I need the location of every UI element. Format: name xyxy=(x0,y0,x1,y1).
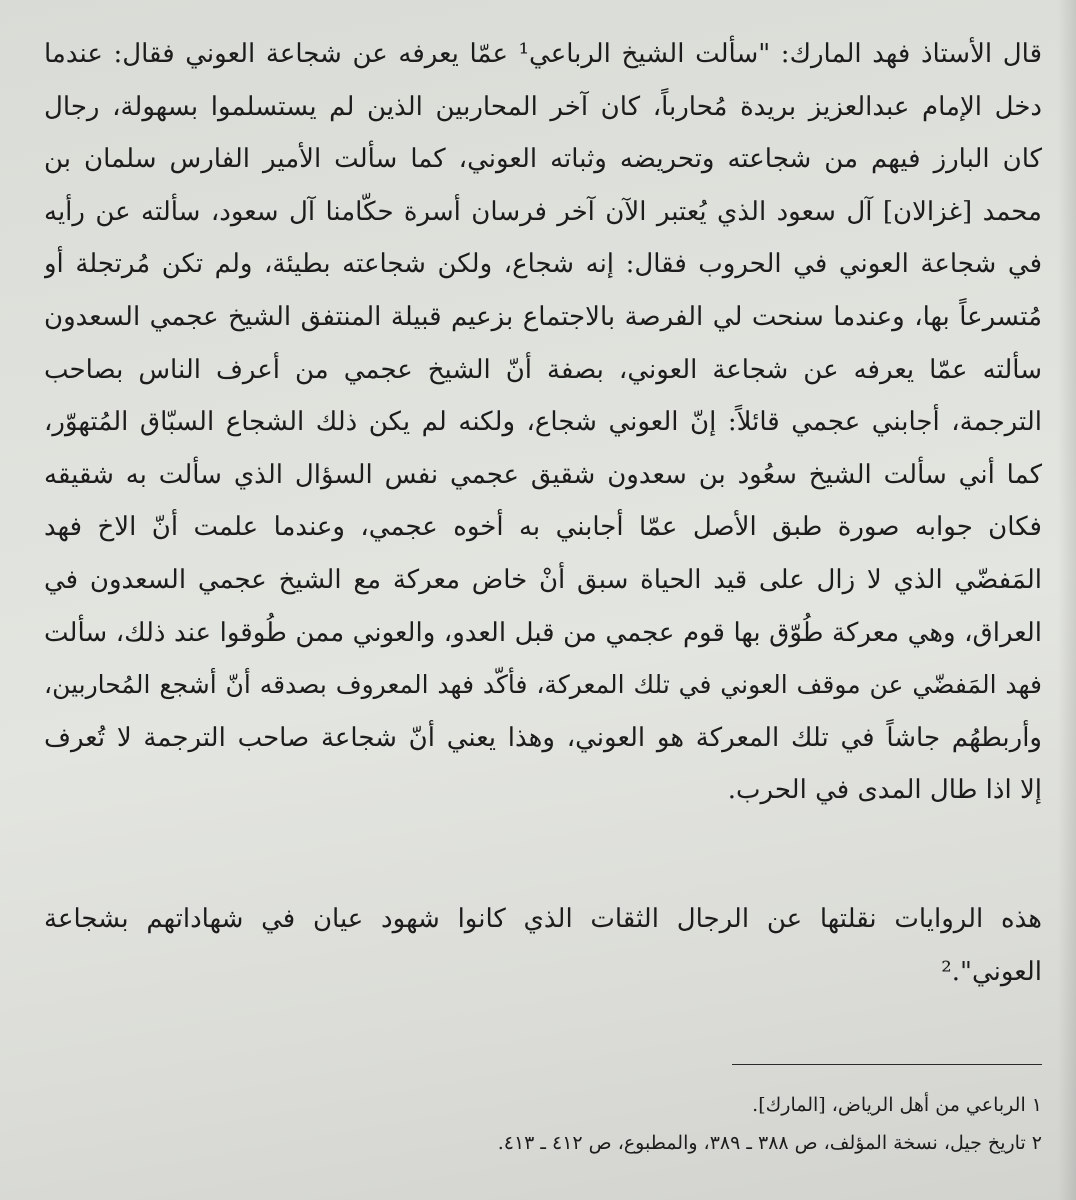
footnote-1: ١ الرباعي من أهل الرياض، [المارك]. xyxy=(752,1094,1042,1116)
text-line: فكان جوابه صورة طبق الأصل عمّا أجابني به أخوه عجمي، وعندما علمت أنّ الاخ فهد xyxy=(44,512,1042,543)
text-line: سألته عمّا يعرفه عن شجاعة العوني، بصفة أنّ الشيخ عجمي من أعرف الناس بصاحب xyxy=(44,354,1042,385)
text-line: هذه الروايات نقلتها عن الرجال الثقات الذي كانوا شهود عيان في شهاداتهم بشجاعة xyxy=(44,904,1042,934)
text-line: وأربطهُم جاشاً في تلك المعركة هو العوني، وهذا يعني أنّ شجاعة صاحب الترجمة لا تُعرف xyxy=(44,722,1042,753)
text-line: العوني".² xyxy=(941,956,1042,987)
text-line: العراق، وهي معركة طُوّق بها قوم عجمي من قبل العدو، والعوني ممن طُوقوا عند ذلك، سألت xyxy=(44,617,1042,648)
text-line: قال الأستاذ فهد المارك: "سألت الشيخ الرباعي¹ عمّا يعرفه عن شجاعة العوني فقال: عندما xyxy=(44,39,1042,69)
text-line: دخل الإمام عبدالعزيز بريدة مُحارباً، كان آخر المحاربين الذين لم يستسلموا بسهولة، رجال xyxy=(44,91,1042,122)
footnote-2: ٢ تاريخ جيل، نسخة المؤلف، ص ٣٨٨ ـ ٣٨٩، والمطبوع، ص ٤١٢ ـ ٤١٣. xyxy=(497,1132,1042,1154)
text-line: محمد [غزالان] آل سعود الذي يُعتبر الآن آخر فرسان أسرة حكّامنا آل سعود، سألته عن رأيه xyxy=(44,196,1042,227)
main-paragraph xyxy=(44,28,1042,817)
text-line: فهد المَفضّي عن موقف العوني في تلك المعركة، فأكّد فهد المعروف بصدقه أنّ أشجع المُحاربين، xyxy=(44,670,1042,700)
page-edge-shadow xyxy=(1058,0,1076,1200)
footnotes xyxy=(44,1086,1042,1162)
text-line: كما أني سألت الشيخ سعُود بن سعدون شقيق عجمي نفس السؤال الذي سألت به شقيقه xyxy=(44,459,1042,490)
closing-paragraph xyxy=(44,893,1042,998)
text-line: إلا اذا طال المدى في الحرب. xyxy=(727,775,1042,806)
text-line: المَفضّي الذي لا زال على قيد الحياة سبق أنْ خاض معركة مع الشيخ عجمي السعدون في xyxy=(44,564,1042,595)
text-line: كان البارز فيهم من شجاعته وتحريضه وثباته العوني، كما سألت الأمير الفارس سلمان بن xyxy=(44,144,1042,175)
text-line: مُتسرعاً بها، وعندما سنحت لي الفرصة بالاجتماع بزعيم قبيلة المنتفق الشيخ عجمي السعدون xyxy=(44,301,1042,332)
text-line: الترجمة، أجابني عجمي قائلاً: إنّ العوني شجاع، ولكنه لم يكن ذلك الشجاع السبّاق المُتهوّر، xyxy=(44,407,1042,438)
text-line: في شجاعة العوني في الحروب فقال: إنه شجاع، ولكن شجاعته بطيئة، ولم تكن مُرتجلة أو xyxy=(44,249,1042,280)
footnote-divider xyxy=(732,1064,1042,1065)
